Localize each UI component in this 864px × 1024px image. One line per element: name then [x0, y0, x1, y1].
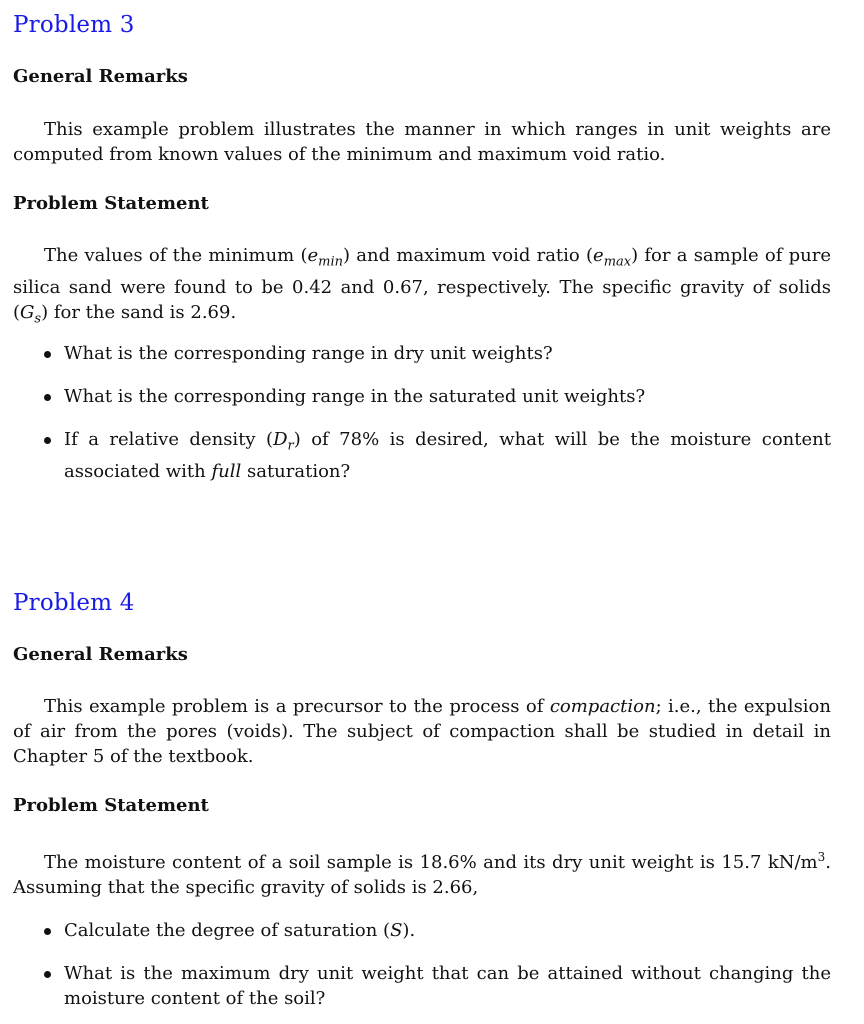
- list-item: What is the corresponding range in the saturated unit weights?: [13, 384, 831, 409]
- problem-3-statement-text: The values of the minimum $(e_{min})$ and maximum void ratio $(e_{max})$ for a sample of pure silica sand were found to be 0.42 and 0.67, respectively. The specific gravity of solids $(G_s)$ for the sand is 2.69.: [13, 245, 832, 327]
- bullet-icon: [44, 394, 51, 401]
- problem-4-question-list: [13, 918, 831, 1011]
- bullet-icon: [44, 971, 51, 978]
- problem-3-statement-heading: Problem Statement: [13, 193, 209, 214]
- problem-3-remarks-text: This example problem illustrates the manner in which ranges in unit weights are computed from known values of the minimum and maximum void ratio.: [13, 119, 831, 165]
- problem-3-question-list: [13, 341, 831, 484]
- bullet-icon: [44, 928, 51, 935]
- problem-4-remarks-heading: General Remarks: [13, 644, 188, 665]
- problem-4-statement-heading: Problem Statement: [13, 795, 209, 816]
- list-item: Calculate the degree of saturation (S).: [13, 918, 831, 943]
- problem-3-remarks-heading: General Remarks: [13, 66, 188, 87]
- list-item: What is the maximum dry unit weight that can be attained without changing the moisture content of the soil?: [13, 961, 831, 1011]
- problem-3-title: Problem 3: [13, 12, 135, 38]
- problem-4-remarks-text: This example problem is a precursor to the process of compaction; i.e., the expulsion of air from the pores (voids). The subject of compaction shall be studied in detail in Chapter 5 of the textbook.: [13, 696, 831, 767]
- bullet-icon: [44, 437, 51, 444]
- problem-4-title: Problem 4: [13, 590, 135, 616]
- bullet-icon: [44, 351, 51, 358]
- problem-4-statement-text: The moisture content of a soil sample is 18.6% and its dry unit weight is 15.7 $kN/m^3$. Assuming that the specific gravity of solids is 2.66,: [13, 850, 831, 898]
- list-item: What is the corresponding range in dry unit weights?: [13, 341, 831, 366]
- list-item: If a relative density $(D_r)$ of 78% is desired, what will be the moisture content associated with full saturation?: [13, 427, 831, 484]
